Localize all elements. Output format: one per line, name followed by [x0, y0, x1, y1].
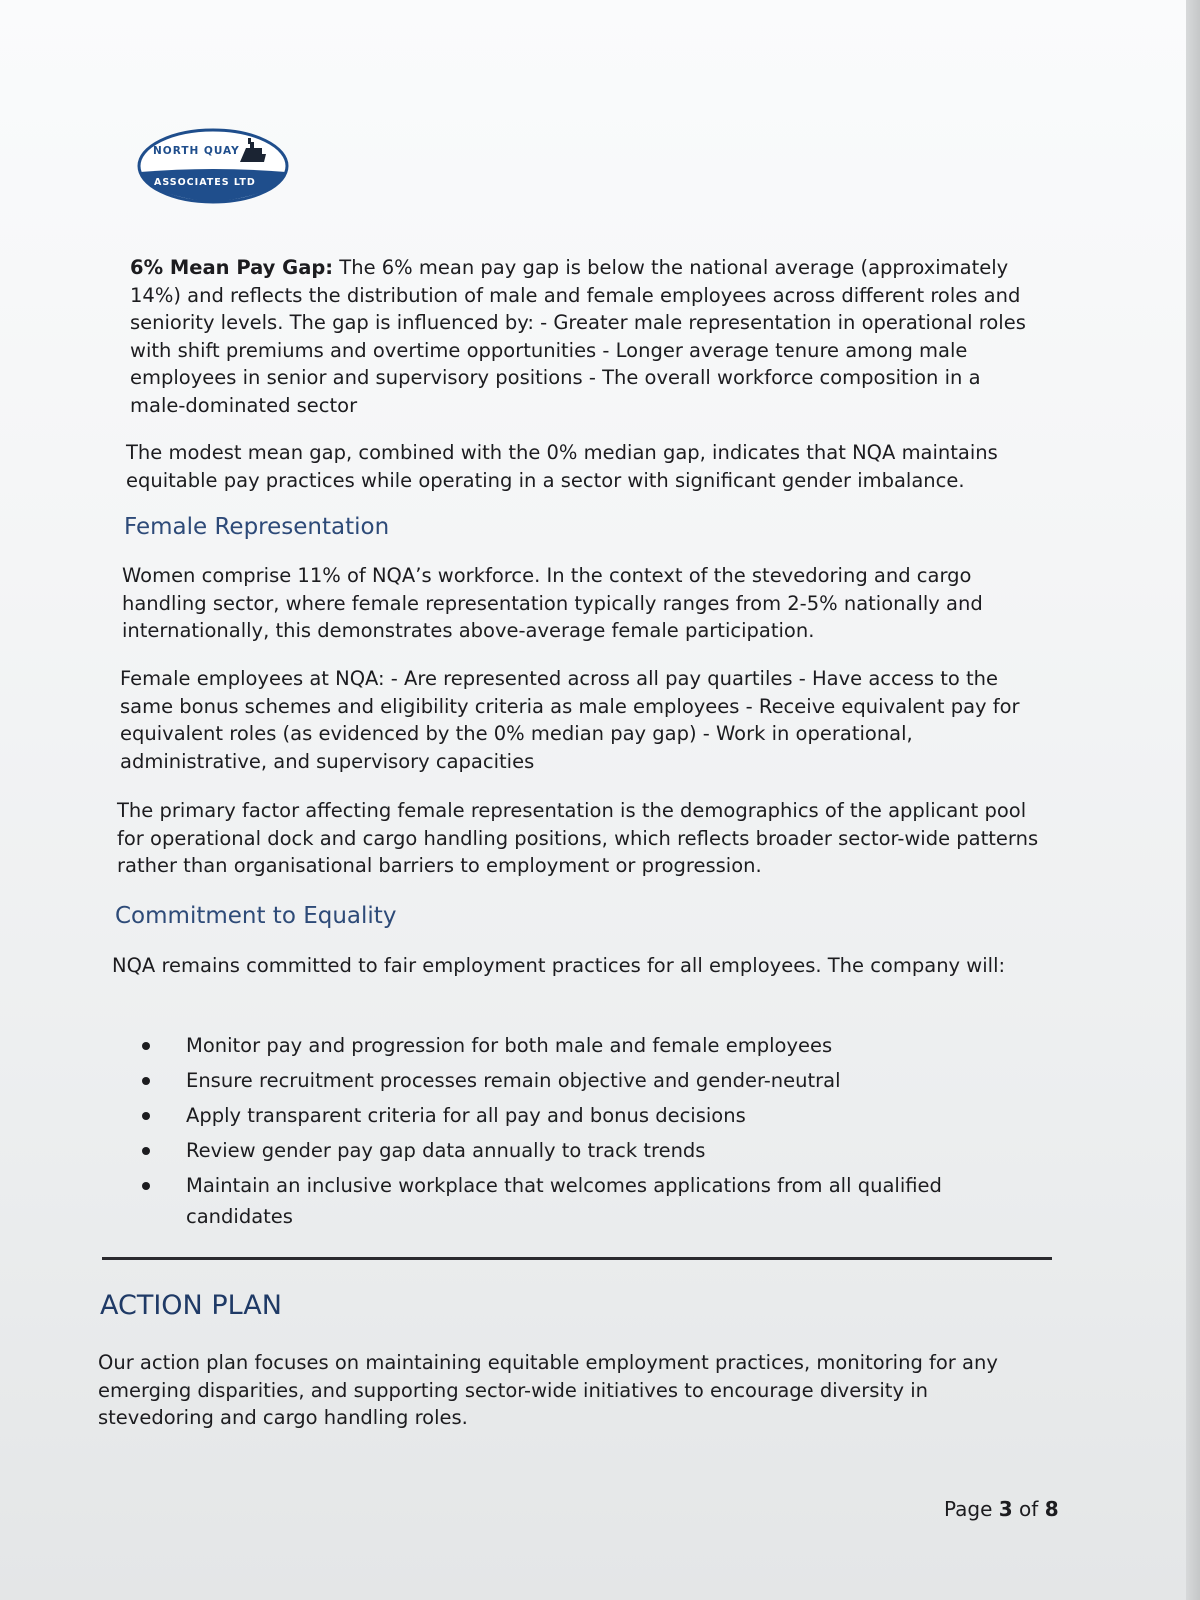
section-divider — [102, 1257, 1052, 1260]
commitment-item — [112, 1170, 1012, 1232]
pay-gap-text: The 6% mean pay gap is below the national average (approximately 14%) and reflects the distribution of male and female employees across different roles and seniority levels. The gap is influenced by: - Greater male representation in operational roles with shift premiums and overtime opportunities - Longer average tenure among male employees in senior and supervisory positions - The overall workforce composition in a male-dominated sector — [130, 256, 1026, 417]
commitment-item-text: Review gender pay gap data annually to track trends — [186, 1139, 706, 1162]
commitment-item-text: Monitor pay and progression for both male and female employees — [186, 1034, 833, 1057]
logo-graphic — [136, 126, 290, 206]
pay-gap-conclusion: The modest mean gap, combined with the 0% median gap, indicates that NQA maintains equitable pay practices while operating in a sector with significant gender imbalance. — [126, 441, 998, 492]
commitment-item-text: Ensure recruitment processes remain objective and gender-neutral — [186, 1069, 841, 1092]
action-plan-text: Our action plan focuses on maintaining equitable employment practices, monitoring for any emerging disparities, and supporting sector-wide initiatives to encourage diversity in stevedoring and cargo handling roles. — [98, 1351, 998, 1429]
pay-gap-lead: 6% Mean Pay Gap: — [130, 256, 334, 279]
bullet-icon — [142, 1112, 150, 1120]
commitment-item — [112, 1100, 1012, 1131]
bullet-icon — [142, 1147, 150, 1155]
bullet-icon — [142, 1077, 150, 1085]
pay-gap-conclusion-block — [126, 439, 1036, 494]
page-number-prefix: Page — [944, 1497, 999, 1521]
female-representation-p2-block — [120, 665, 1035, 775]
commitment-item — [112, 1030, 1012, 1061]
female-representation-p2: Female employees at NQA: - Are represented across all pay quartiles - Have access to the same bonus schemes and eligibility criteria as male employees - Receive equivalent pay for equivalent roles (as evidenced by the 0% median pay gap) - Work in operational, administrative, and supervisory capacities — [120, 667, 1020, 773]
commitment-heading: Commitment to Equality — [115, 903, 397, 929]
female-representation-p3: The primary factor affecting female representation is the demographics of the applicant pool for operational dock and cargo handling positions, which reflects broader sector-wide patterns rather than organisational barriers to employment or progression. — [117, 799, 1039, 877]
page-edge — [1186, 0, 1200, 1600]
page-number-current: 3 — [998, 1497, 1013, 1521]
logo-line-1: NORTH QUAY — [153, 145, 240, 157]
pay-gap-section — [130, 254, 1040, 419]
commitment-list-block — [112, 1030, 1012, 1236]
bullet-icon — [142, 1182, 150, 1190]
female-representation-p3-block — [117, 797, 1042, 880]
commitment-intro: NQA remains committed to fair employment practices for all employees. The company will: — [112, 954, 1006, 977]
company-logo — [136, 126, 290, 206]
commitment-item-text: Maintain an inclusive workplace that welcomes applications from all qualified candidates — [186, 1174, 942, 1228]
female-representation-heading: Female Representation — [124, 514, 390, 540]
pay-gap-paragraph — [130, 254, 1040, 419]
bullet-icon — [142, 1042, 150, 1050]
action-plan-heading: ACTION PLAN — [100, 1290, 282, 1321]
action-plan-text-block — [98, 1349, 1038, 1432]
page-number-total: 8 — [1044, 1497, 1059, 1521]
commitment-list — [112, 1030, 1012, 1232]
commitment-item-text: Apply transparent criteria for all pay and bonus decisions — [186, 1104, 746, 1127]
logo-line-2: ASSOCIATES LTD — [154, 177, 256, 188]
female-representation-p1-block — [122, 562, 1032, 645]
page-number — [944, 1497, 1059, 1521]
action-plan-heading-block — [100, 1290, 1000, 1321]
female-representation-p1: Women comprise 11% of NQA’s workforce. In the context of the stevedoring and cargo handling sector, where female representation typically ranges from 2-5% nationally and internationally, this demonstrates above-average female participation. — [122, 564, 983, 642]
female-representation-heading-block — [124, 514, 1034, 540]
commitment-heading-block — [115, 903, 1025, 929]
commitment-intro-block — [112, 952, 1012, 980]
page-number-middle: of — [1012, 1497, 1045, 1521]
commitment-item — [112, 1135, 1012, 1166]
commitment-item — [112, 1065, 1012, 1096]
